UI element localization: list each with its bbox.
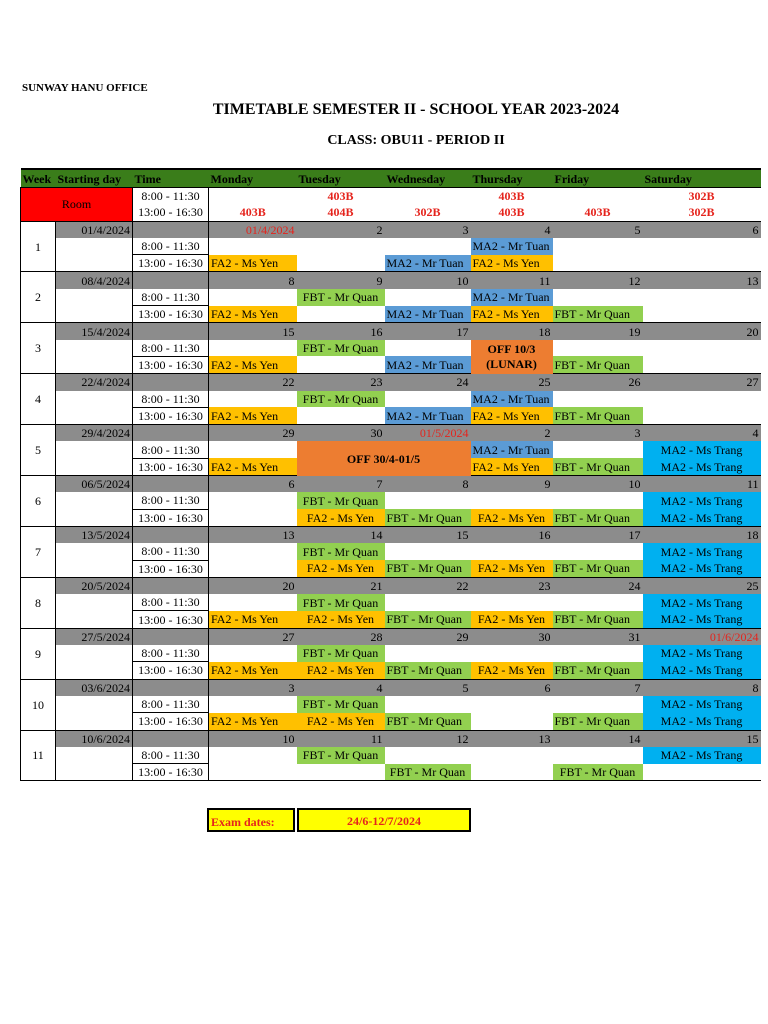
class-cell: FA2 - Ms Yen [209,713,297,730]
date-cell: 01/5/2024 [385,425,471,442]
class-cell: MA2 - Ms Trang [643,662,761,679]
class-cell: FA2 - Ms Yen [209,458,297,475]
date-cell: 6 [643,221,761,238]
class-cell: FBT - Mr Quan [553,662,643,679]
class-cell: MA2 - Mr Tuan [385,356,471,373]
class-cell: FBT - Mr Quan [385,509,471,526]
time-cell: 13:00 - 16:30 [133,764,209,781]
class-cell: FBT - Mr Quan [297,340,385,357]
morning-row [21,543,761,560]
date-cell: 4 [471,221,553,238]
afternoon-row [21,407,761,424]
afternoon-row [21,255,761,272]
time-cell: 13:00 - 16:30 [133,662,209,679]
date-cell: 13 [643,272,761,289]
class-cell: MA2 - Ms Trang [643,560,761,577]
class-cell: MA2 - Mr Tuan [385,407,471,424]
date-cell: 10 [385,272,471,289]
class-cell: MA2 - Ms Trang [643,543,761,560]
date-row [21,221,761,238]
class-cell: FBT - Mr Quan [297,594,385,611]
time-cell: 8:00 - 11:30 [133,188,209,205]
date-row [21,526,761,543]
class-cell: MA2 - Ms Trang [643,458,761,475]
header-monday: Monday [209,169,297,188]
date-cell: 2 [297,221,385,238]
class-cell: FA2 - Ms Yen [297,560,385,577]
week-number: 6 [21,476,56,527]
date-row [21,374,761,391]
date-cell: 17 [385,323,471,340]
exam-dates-label: Exam dates: [207,808,295,832]
week-number: 11 [21,730,56,781]
afternoon-row [21,560,761,577]
class-cell: FBT - Mr Quan [553,713,643,730]
class-cell: FA2 - Ms Yen [471,306,553,323]
date-cell: 17 [553,526,643,543]
class-cell: FA2 - Ms Yen [471,560,553,577]
class-cell: FBT - Mr Quan [553,356,643,373]
date-cell: 3 [385,221,471,238]
date-cell: 18 [643,526,761,543]
date-row [21,679,761,696]
date-cell: 9 [471,476,553,493]
class-cell: MA2 - Mr Tuan [471,441,553,458]
morning-row [21,492,761,509]
date-cell: 27 [209,628,297,645]
time-cell: 13:00 - 16:30 [133,356,209,373]
time-cell: 8:00 - 11:30 [133,747,209,764]
class-cell: FBT - Mr Quan [553,764,643,781]
date-cell: 13 [209,526,297,543]
room-cell: 403B [553,204,643,221]
date-cell: 5 [553,221,643,238]
header-saturday: Saturday [643,169,761,188]
class-cell: FA2 - Ms Yen [471,509,553,526]
class-cell: MA2 - Ms Trang [643,611,761,628]
date-cell: 7 [297,476,385,493]
date-cell: 24 [553,577,643,594]
time-cell: 13:00 - 16:30 [133,407,209,424]
date-cell: 01/4/2024 [209,221,297,238]
class-cell: FBT - Mr Quan [385,611,471,628]
week-number: 1 [21,221,56,272]
date-row [21,476,761,493]
date-cell: 6 [209,476,297,493]
afternoon-row [21,509,761,526]
class-cell: FBT - Mr Quan [385,713,471,730]
class-cell: MA2 - Ms Trang [643,492,761,509]
room-label: Room [21,188,133,222]
date-cell: 25 [471,374,553,391]
afternoon-row [21,356,761,373]
class-cell: MA2 - Ms Trang [643,594,761,611]
week-number: 7 [21,526,56,577]
class-cell: FBT - Mr Quan [385,764,471,781]
class-cell: MA2 - Mr Tuan [385,255,471,272]
date-cell: 27 [643,374,761,391]
date-cell: 01/6/2024 [643,628,761,645]
room-cell: 403B [327,189,354,204]
date-cell: 15 [209,323,297,340]
class-cell: MA2 - Mr Tuan [385,306,471,323]
room-cell: 302B [688,189,715,204]
class-cell: FBT - Mr Quan [553,560,643,577]
class-cell: FA2 - Ms Yen [209,356,297,373]
date-cell: 28 [297,628,385,645]
class-cell: FA2 - Ms Yen [471,458,553,475]
class-cell: MA2 - Ms Trang [643,441,761,458]
afternoon-row [21,713,761,730]
date-cell: 11 [643,476,761,493]
starting-day: 27/5/2024 [56,628,133,645]
office-name: SUNWAY HANU OFFICE [22,82,148,94]
date-cell: 25 [643,577,761,594]
starting-day: 29/4/2024 [56,425,133,442]
date-cell: 7 [553,679,643,696]
date-cell: 11 [471,272,553,289]
time-cell: 13:00 - 16:30 [133,306,209,323]
date-cell: 22 [209,374,297,391]
class-cell: MA2 - Ms Trang [643,509,761,526]
time-cell: 13:00 - 16:30 [133,204,209,221]
time-cell: 8:00 - 11:30 [133,441,209,458]
class-cell: FA2 - Ms Yen [209,306,297,323]
starting-day: 03/6/2024 [56,679,133,696]
week-number: 5 [21,425,56,476]
class-cell: FBT - Mr Quan [553,407,643,424]
date-row [21,577,761,594]
header-wednesday: Wednesday [385,169,471,188]
class-cell: FA2 - Ms Yen [209,662,297,679]
class-cell: FBT - Mr Quan [297,391,385,408]
morning-row [21,594,761,611]
class-cell: FBT - Mr Quan [297,543,385,560]
date-cell: 13 [471,730,553,747]
time-cell: 8:00 - 11:30 [133,391,209,408]
morning-row [21,289,761,306]
date-cell: 22 [385,577,471,594]
class-cell: FA2 - Ms Yen [471,255,553,272]
time-cell: 8:00 - 11:30 [133,594,209,611]
class-cell: FA2 - Ms Yen [297,611,385,628]
class-cell: FA2 - Ms Yen [209,255,297,272]
page-title: TIMETABLE SEMESTER II - SCHOOL YEAR 2023-2024 [212,101,620,118]
date-cell: 19 [553,323,643,340]
date-cell: 3 [553,425,643,442]
date-cell: 16 [297,323,385,340]
header-friday: Friday [553,169,643,188]
starting-day: 08/4/2024 [56,272,133,289]
room-cell: 403B [498,189,525,204]
date-cell: 21 [297,577,385,594]
morning-row [21,441,761,458]
afternoon-row [21,662,761,679]
afternoon-row [21,764,761,781]
exam-dates-value: 24/6-12/7/2024 [297,808,471,832]
date-cell: 3 [209,679,297,696]
date-row [21,628,761,645]
date-cell: 6 [471,679,553,696]
room-row-morning [21,188,761,205]
time-cell: 13:00 - 16:30 [133,611,209,628]
time-cell: 8:00 - 11:30 [133,696,209,713]
date-cell: 4 [297,679,385,696]
room-cell: 403B [209,204,297,221]
date-cell: 20 [209,577,297,594]
date-cell: 11 [297,730,385,747]
date-cell: 24 [385,374,471,391]
class-cell: FBT - Mr Quan [297,289,385,306]
date-cell: 8 [643,679,761,696]
class-cell: FBT - Mr Quan [297,645,385,662]
date-cell: 4 [643,425,761,442]
date-cell: 8 [385,476,471,493]
header-row [21,169,761,188]
class-cell: MA2 - Ms Trang [643,696,761,713]
week-number: 4 [21,374,56,425]
time-cell: 8:00 - 11:30 [133,543,209,560]
date-row [21,425,761,442]
date-cell: 30 [297,425,385,442]
date-cell: 15 [385,526,471,543]
class-cell: FA2 - Ms Yen [471,662,553,679]
class-cell: MA2 - Mr Tuan [471,289,553,306]
time-cell: 13:00 - 16:30 [133,255,209,272]
starting-day: 20/5/2024 [56,577,133,594]
date-cell: 23 [297,374,385,391]
starting-day: 10/6/2024 [56,730,133,747]
starting-day: 01/4/2024 [56,221,133,238]
date-cell: 16 [471,526,553,543]
class-cell: FBT - Mr Quan [553,611,643,628]
class-cell: FA2 - Ms Yen [471,611,553,628]
starting-day: 06/5/2024 [56,476,133,493]
off-holiday-cell: OFF 30/4-01/5 [297,441,471,475]
week-number: 10 [21,679,56,730]
date-cell: 29 [209,425,297,442]
date-cell: 26 [553,374,643,391]
morning-row [21,645,761,662]
class-cell: FBT - Mr Quan [553,509,643,526]
class-cell: FA2 - Ms Yen [471,407,553,424]
header-tuesday: Tuesday [297,169,385,188]
date-cell: 9 [297,272,385,289]
class-cell: FA2 - Ms Yen [209,407,297,424]
class-cell: FBT - Mr Quan [385,662,471,679]
week-number: 2 [21,272,56,323]
starting-day: 15/4/2024 [56,323,133,340]
room-cell: 302B [643,204,761,221]
date-cell: 15 [643,730,761,747]
date-row [21,272,761,289]
date-cell: 29 [385,628,471,645]
morning-row [21,238,761,255]
timetable [20,168,761,781]
week-number: 3 [21,323,56,374]
date-cell: 5 [385,679,471,696]
time-cell: 8:00 - 11:30 [133,340,209,357]
class-cell: FBT - Mr Quan [297,696,385,713]
class-cell: FBT - Mr Quan [297,492,385,509]
class-cell: MA2 - Ms Trang [643,747,761,764]
date-cell: 10 [209,730,297,747]
class-cell: MA2 - Ms Trang [643,713,761,730]
date-row [21,323,761,340]
date-cell: 14 [553,730,643,747]
header-starting-day: Starting day [56,169,133,188]
header-time: Time [133,169,209,188]
class-cell: FBT - Mr Quan [553,306,643,323]
date-cell: 8 [209,272,297,289]
date-cell: 10 [553,476,643,493]
time-cell: 8:00 - 11:30 [133,645,209,662]
class-cell: FA2 - Ms Yen [209,611,297,628]
date-row [21,730,761,747]
class-cell: FBT - Mr Quan [385,560,471,577]
afternoon-row [21,611,761,628]
class-cell: MA2 - Mr Tuan [471,238,553,255]
class-cell: FBT - Mr Quan [297,747,385,764]
time-cell: 8:00 - 11:30 [133,492,209,509]
week-number: 9 [21,628,56,679]
header-week: Week [21,169,56,188]
morning-row [21,747,761,764]
date-cell: 20 [643,323,761,340]
date-cell: 2 [471,425,553,442]
date-cell: 30 [471,628,553,645]
class-cell: FA2 - Ms Yen [297,509,385,526]
header-thursday: Thursday [471,169,553,188]
class-cell: FBT - Mr Quan [553,458,643,475]
date-cell: 12 [385,730,471,747]
class-cell: FA2 - Ms Yen [297,662,385,679]
class-cell: FA2 - Ms Yen [297,713,385,730]
time-cell: 13:00 - 16:30 [133,458,209,475]
room-cell: 404B [297,204,385,221]
class-subtitle: CLASS: OBU11 - PERIOD II [327,133,505,148]
date-cell: 23 [471,577,553,594]
starting-day: 22/4/2024 [56,374,133,391]
time-cell: 8:00 - 11:30 [133,289,209,306]
date-cell: 14 [297,526,385,543]
date-cell: 12 [553,272,643,289]
time-cell: 13:00 - 16:30 [133,713,209,730]
off-lunar-cell: OFF 10/3 (LUNAR) [471,340,553,374]
date-cell: 31 [553,628,643,645]
morning-row [21,696,761,713]
morning-row [21,391,761,408]
time-cell: 8:00 - 11:30 [133,238,209,255]
afternoon-row [21,306,761,323]
class-cell: MA2 - Mr Tuan [471,391,553,408]
week-number: 8 [21,577,56,628]
morning-row [21,340,761,357]
room-cell: 403B [471,204,553,221]
time-cell: 13:00 - 16:30 [133,560,209,577]
class-cell: MA2 - Ms Trang [643,645,761,662]
starting-day: 13/5/2024 [56,526,133,543]
room-cell: 302B [385,204,471,221]
time-cell: 13:00 - 16:30 [133,509,209,526]
date-cell: 18 [471,323,553,340]
